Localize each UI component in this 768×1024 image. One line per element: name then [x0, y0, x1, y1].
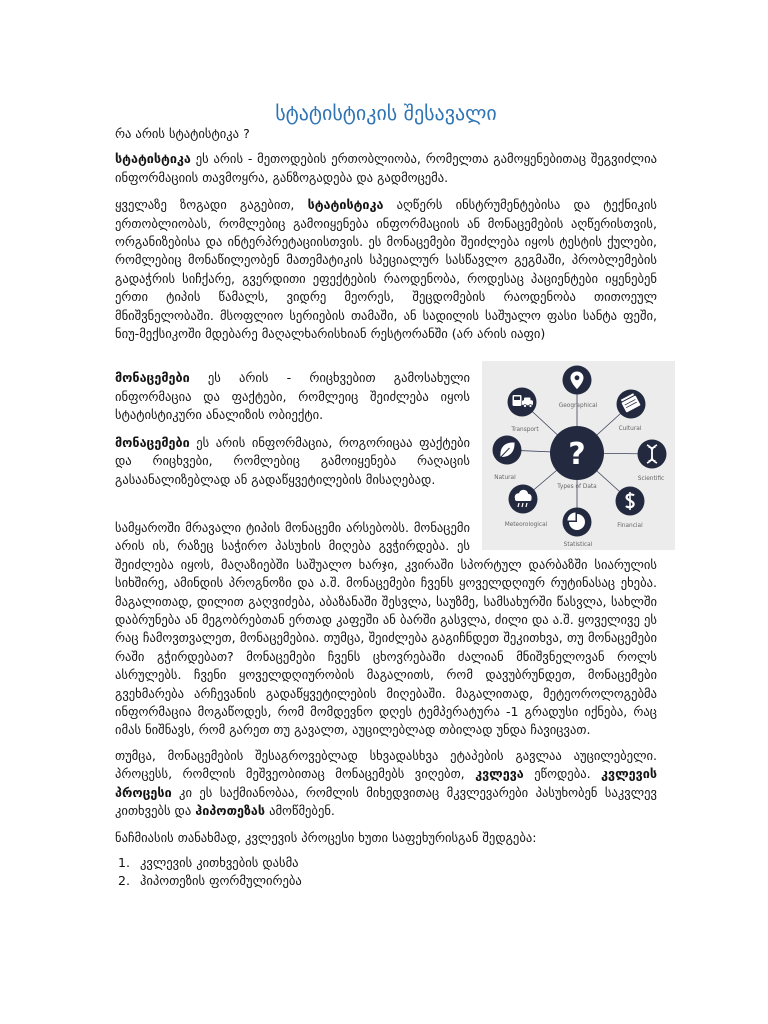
list-item [115, 872, 657, 890]
bold-term: კვლევის პროცესი [115, 766, 658, 800]
bold-term: სტატისტიკა [307, 197, 384, 213]
list-item-number: 2. [118, 873, 131, 889]
paragraph-text: ეს არის - რიცხვებით გამოსახული ინფორმაცია და ფაქტები, რომლეიც შეიძლება იყოს სტატისტიკური ანალიზის ობიექტი. [115, 370, 470, 423]
node-statistical [563, 508, 593, 549]
node-label: Transport [511, 427, 539, 434]
types-of-data-infographic [482, 361, 675, 550]
bold-term: მონაცემები [115, 434, 190, 450]
node-label: Geographical [558, 403, 598, 410]
question-mark-icon: ? [568, 437, 586, 473]
paragraph-text: ყველაზე ზოგადი გაგებით, [115, 197, 308, 213]
paragraph-text: კი ეს საქმიანობაა, რომლის მიხედვითაც მკვლევარები პასუხობენ საკვლევ კითხვებს და [115, 784, 657, 818]
research-paragraph [115, 747, 657, 821]
research-steps-list [115, 854, 657, 891]
data-examples-paragraph [115, 519, 657, 740]
paragraph-text: ეს არის ინფორმაცია, როგორიცაა ფაქტები და რიცხვები, რომლებიც გამოიყენება რაღაცის გასაანალიზებლად ან გადაწყვეტილების მისაღებად. [115, 434, 470, 487]
node-label: Natural [494, 475, 516, 482]
node-cultural [617, 390, 646, 433]
paragraph-text: აღწერს ინსტრუმენტებისა და ტექნიკის ერთობლიობას, რომლებიც გამოიყენება ინფორმაციის ან მონაცემების აღწერისთვის, ორგანიზებისა და ინტერპრეტაციისთვის. ეს მონაცემები შეიძლება იყოს ტესტის ქულები, რომლებიც მონაწილეობენ მათემატიკის სპეციალურ სასწავლო გეგმაში, პრობლემების გადაჭრის სიჩქარე, გვერდითი ეფექტების რაოდენობა, როდესაც პაციენტები იყენებენ ერთი ტიპის წამალს, ვიდრე მეორეს, შეცდომების რაოდენობა თითოეულ მნიშვნელობაში. მსოფლიო სერიების თამაში, ან სადილის საშუალო ფასი სანტა ფეში, ნიუ-მექსიკოში მდებარე მაღალხარისხიან რესტორანში (არ არის იაფი) [115, 197, 657, 342]
list-item-text: ჰიპოთეზის ფორმულირება [140, 873, 302, 889]
node-label: Cultural [618, 426, 642, 433]
paragraph-text: თუმცა, მონაცემების შესაგროვებლად სხვადასხვა ეტაპების გავლაა აუცილებელი. პროცესს, რომლის მეშვეობითაც მონაცემებს ვიღებთ, [115, 747, 657, 782]
node-label: Statistical [563, 542, 593, 549]
statistics-definition-paragraph [115, 150, 657, 187]
paragraph-text: ეს არის - მეთოდების ერთობლიობა, რომელთა გამოყენებითაც შეგვიძლია ინფორმაციის თავმოყრა, განზოგადება და გადმოცემა. [115, 151, 657, 185]
bold-term: ჰიპოთეზას [195, 803, 266, 818]
page-title: სტატისტიკის შესავალი [275, 101, 497, 125]
node-financial [616, 487, 645, 530]
document-page [115, 101, 665, 891]
node-scientific [638, 440, 667, 483]
types-of-data-diagram [482, 361, 675, 550]
list-item-text: კვლევის კითხვების დასმა [140, 854, 299, 870]
statistics-general-paragraph [115, 196, 657, 343]
research-steps-intro [115, 829, 657, 847]
paragraph-text: სამყაროში მრავალი ტიპის მონაცემი არსებობს. მონაცემი არის ის, რაზეც საჭირო პასუხის მიღება გვჭირდება. ეს შეიძლება იყოს, მაღაზიებში საშუალო ხარჯი, კვირაში სპორტულ დარბაზში სიარულის სიხშირე, ამინდის პროგნოზი და ა.შ. მონაცემები ჩვენს ყოველდღიურ რუტინასაც ეხება. მაგალითად, დილით გაღვიძება, აბაზანაში შესვლა, საუზმე, სამსახურში წასვლა, სახლში დაბრუნება ან მეგობრებთან ერთად კაფეში ან ბარში გასვლა, ძილი და ა.შ. ყოველივე ეს რაც ჩამოვთვალეთ, მონაცემებია. თუმცა, შეიძლება გაგიჩნდეთ შეკითხვა, თუ მონაცემები რაში გჭირდებათ? მონაცემები ჩვენს ცხოვრებაში ძალიან მნიშვნელოვან როლს ასრულებს. ჩვენი ყოველდღიურობის მაგალითს, რომ დავუბრუნდეთ, მონაცემები გვეხმარება არჩევანის გადაწყვეტილების მიღებაში. მაგალითად, მეტეოროლოგებმა ინფორმაცია მოგაწოდეს, რომ მომდევნო დღეს ტემპერატურა -1 გრადუსი იქნება, რაც იმას ნიშნავს, რომ გარეთ თუ გავალთ, აუცილებლად თბილად უნდა ჩავიცვათ. [115, 519, 657, 738]
center-label: Types of Data [557, 484, 597, 491]
bold-term: მონაცემები [115, 370, 190, 386]
node-label: Financial [617, 523, 643, 530]
list-item-number: 1. [118, 854, 131, 870]
list-item [115, 854, 657, 872]
paragraph-text: ნაჩმიასის თანახმად, კვლევის პროცესი ხუთი საფეხურისგან შედგება: [115, 830, 537, 846]
node-label: Scientific [637, 476, 665, 483]
paragraph-text: ეწოდება. [523, 766, 602, 782]
paragraph-text: ამოწმებენ. [265, 803, 335, 818]
data-section [115, 361, 665, 739]
section-question: რა არის სტატისტიკა ? [115, 126, 250, 141]
bold-term: კვლევა [475, 766, 524, 782]
bold-term: სტატისტიკა [115, 151, 191, 167]
node-label: Meteorological [504, 522, 548, 529]
